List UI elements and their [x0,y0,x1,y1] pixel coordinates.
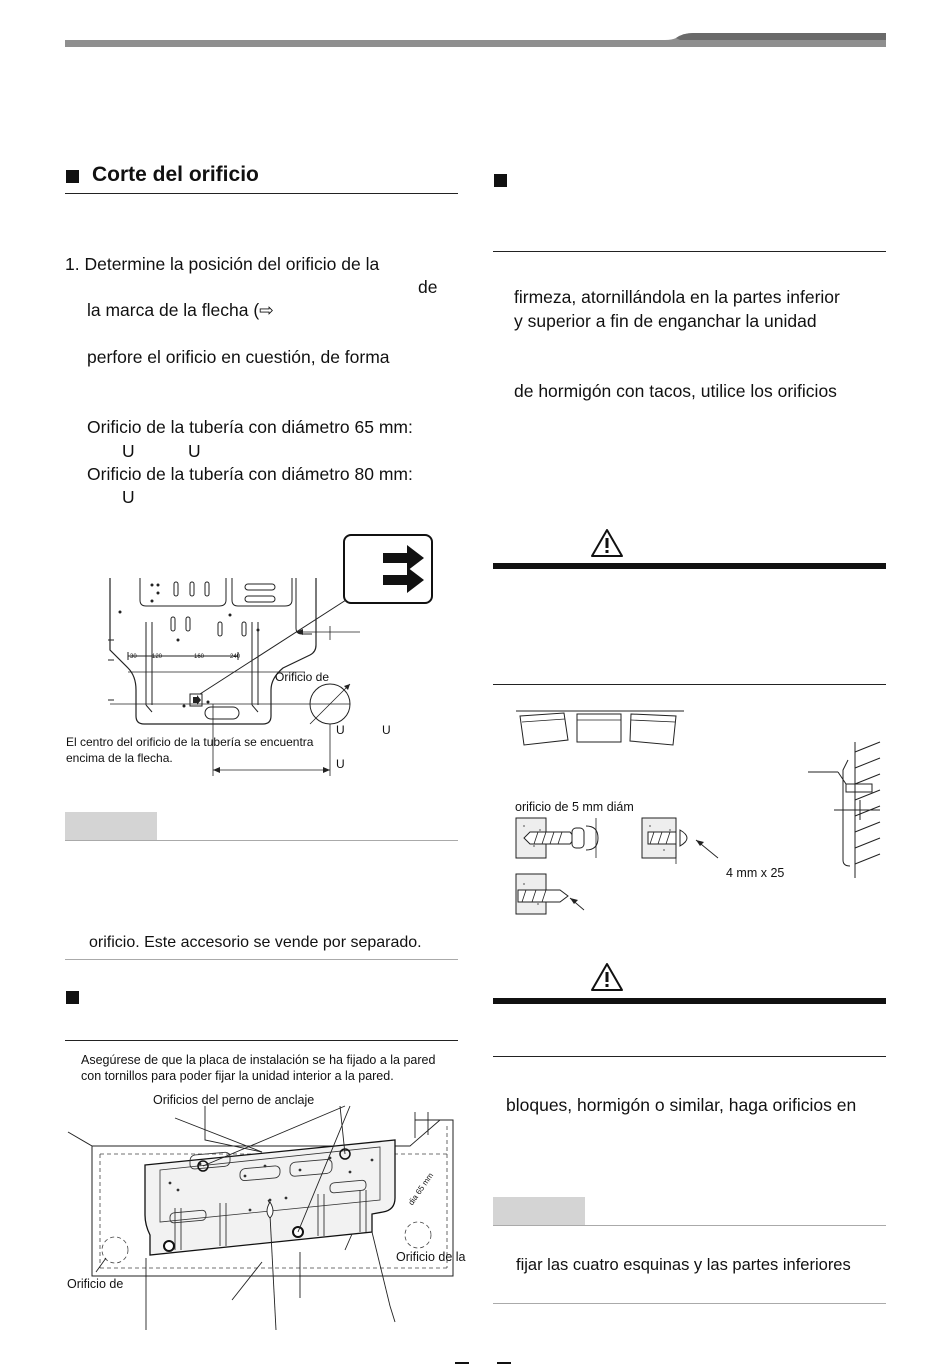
fig1-caption-line1: El centro del orificio de la tubería se encuentra [66,735,314,749]
note2-top-rule [493,1225,886,1226]
section3-line3: de hormigón con tacos, utilice los orificios [514,381,837,401]
fig1-tick-120: 120 [152,654,163,660]
warning2-bottom-rule [493,1056,886,1057]
step1-line3: la marca de la flecha (⇨ [87,300,274,320]
step1-u2: U [188,441,201,461]
fig3-label-hole: orificio de 5 mm diám [515,800,634,814]
caution-icon [590,962,624,992]
step1-u3: U [122,487,135,507]
fig1-caption-line2: encima de la flecha. [66,751,173,765]
note2-tab [493,1197,585,1225]
fig1-label-u1: U [336,723,345,737]
section1-title: Corte del orificio [92,163,259,186]
page-footer-mark-1 [455,1362,469,1364]
section2-intro-line2: con tornillos para poder fijar la unidad interior a la pared. [81,1069,394,1083]
step1-u1: U [122,441,135,461]
fig1-label-orificio: Orificio de [275,670,330,684]
fig1-label-u2: U [382,723,391,737]
section2-intro-line1: Asegúrese de que la placa de instalación se ha fijado a la pared [81,1053,436,1067]
fig2-label-anclaje: Orificios del perno de anclaje [153,1093,315,1107]
step1-line6: Orificio de la tubería con diámetro 80 mm: [87,464,413,484]
section3-line2: y superior a fin de enganchar la unidad [514,311,817,331]
note1-last-line: orificio. Este accesorio se vende por separado. [89,934,422,951]
section4-line: bloques, hormigón o similar, haga orificios en [506,1095,857,1115]
note2-bottom-rule [493,1303,886,1304]
step1-line4: perfore el orificio en cuestión, de forma [87,347,390,367]
step1-line2: de [418,277,438,297]
fig1-tick-160: 160 [194,654,205,660]
note2-line: fijar las cuatro esquinas y las partes inferiores [516,1256,851,1274]
step1-line1: 1. Determine la posición del orificio de la [65,254,380,274]
fig1-tick-240: 240 [230,654,241,660]
fig1-label-u3: U [336,757,345,771]
page-footer-mark-2 [497,1362,511,1364]
section3-line1: firmeza, atornillándola en la partes inferior [514,287,840,307]
fig3-label-screw: 4 mm x 25 [726,866,785,880]
warning2-bar [493,998,886,1004]
fig2-label-orificio-right: Orificio de la [396,1250,466,1264]
fig1-tick-30: 30 [130,654,137,660]
fig2-label-dia: dia 65 mm [406,1171,436,1207]
fig2-label-orificio-left: Orificio de [67,1277,124,1291]
step1-line5: Orificio de la tubería con diámetro 65 mm: [87,417,413,437]
